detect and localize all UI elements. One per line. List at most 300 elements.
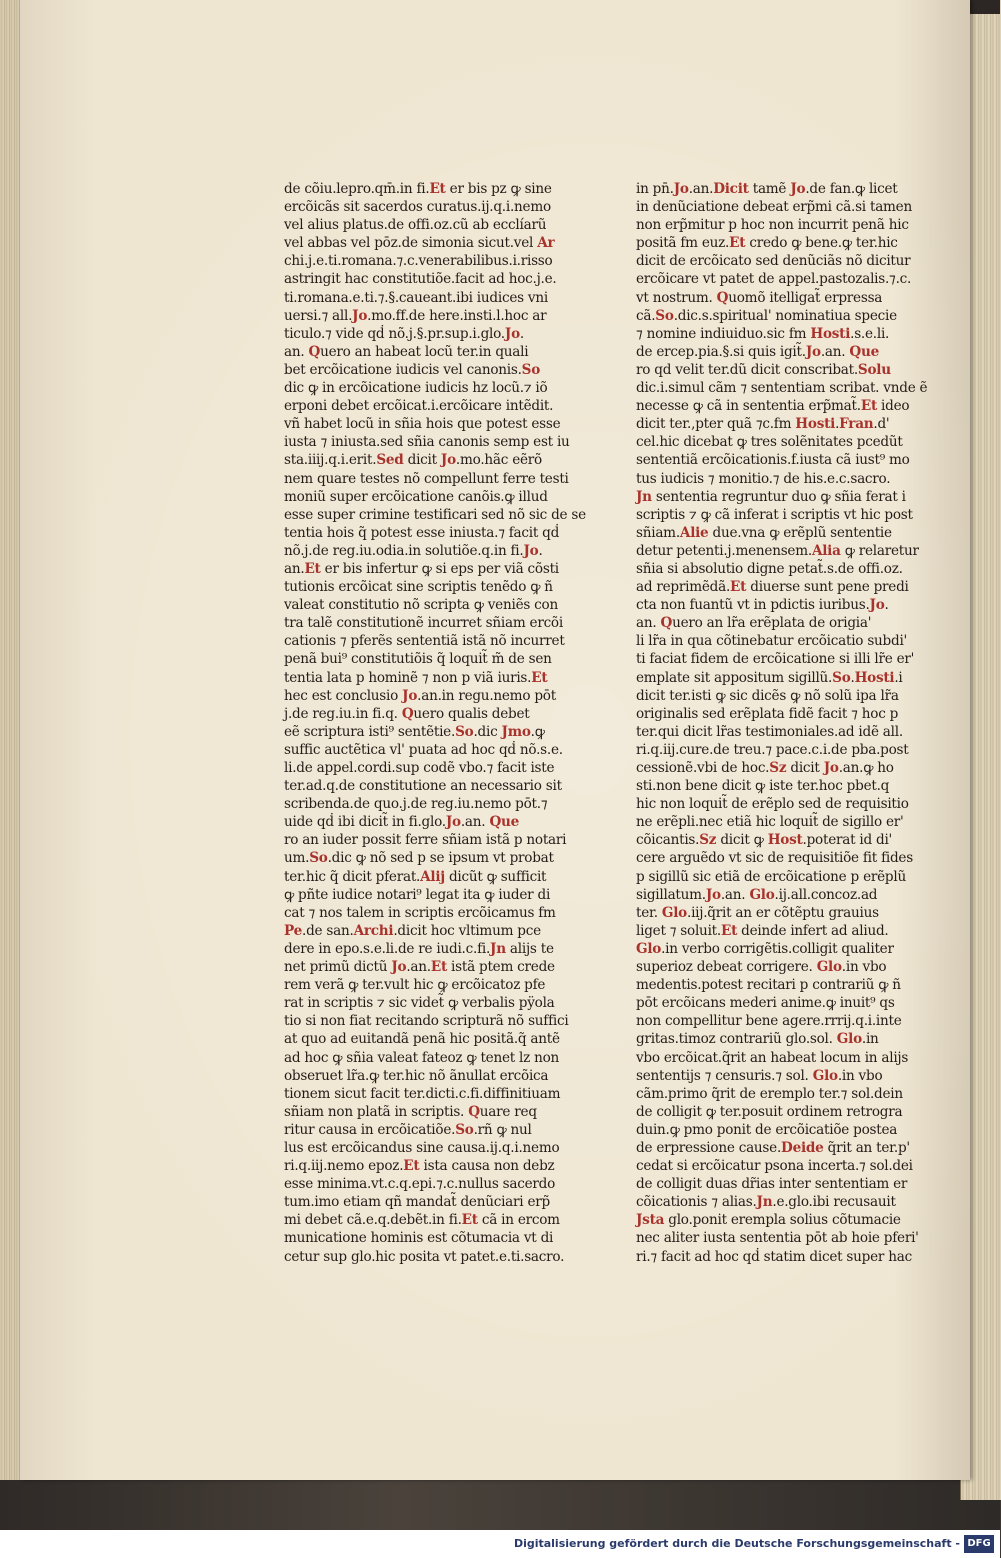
text-run: . — [538, 542, 543, 559]
rubricated-initial: Glo — [636, 940, 662, 957]
text-line — [636, 1103, 903, 1121]
rubricated-initial: Et — [531, 669, 548, 686]
text-run: erponi debet ercõicat.i.ercõicare intẽdit. — [284, 398, 554, 415]
text-line — [284, 614, 563, 632]
text-run: cel.hic dicebat ꝙ tres solẽnitates pcedũt — [636, 434, 903, 451]
text-line — [636, 650, 915, 668]
text-run: er bis infertur ꝙ si eps per viã cõsti — [320, 560, 559, 577]
text-line — [284, 451, 544, 469]
text-line — [284, 560, 559, 578]
text-run: .ꝙ — [530, 723, 545, 740]
rubricated-initial: Glo — [812, 1067, 838, 1084]
text-run: credo ꝙ bene.ꝙ ter.hic — [745, 235, 898, 252]
text-line — [284, 415, 561, 433]
text-run: ista causa non debz — [419, 1158, 555, 1175]
text-run: cedat si ercõicatur psona incerta.⁊ sol.dei — [636, 1158, 913, 1175]
text-line — [636, 1157, 913, 1175]
text-run: emplate sit appositum sigillũ. — [636, 669, 833, 686]
text-run: um. — [284, 850, 310, 867]
text-line — [636, 632, 908, 650]
text-line — [636, 922, 900, 940]
text-run: hic non loquit̃ de erẽplo sed de requisitio — [636, 796, 909, 813]
text-line — [284, 813, 544, 831]
text-line — [636, 813, 904, 831]
text-line — [284, 596, 558, 614]
text-run: .an. — [460, 814, 490, 831]
text-run: at quo ad euitandã penã hic positã.q̃ antẽ — [284, 1031, 560, 1048]
text-run: pōt ercõicans mederi anime.ꝙ inuit⁹ qs — [636, 995, 895, 1012]
text-line — [284, 397, 554, 415]
text-run: municatione hominis est cõtumacia vt di — [284, 1230, 554, 1247]
text-line — [636, 831, 900, 849]
text-run: cta non fuantũ vt in pdictis iuribus. — [636, 597, 870, 614]
text-run: ritur causa in ercõicatiõe. — [284, 1121, 456, 1138]
text-line — [284, 1248, 565, 1266]
text-run: cã in ercom — [477, 1212, 560, 1229]
text-line — [636, 1175, 908, 1193]
text-run: .an. — [820, 343, 850, 360]
text-line — [636, 777, 900, 795]
text-run: ⁊ nomine indiuiduo.sic fm — [636, 325, 811, 342]
text-line — [636, 1030, 900, 1048]
text-run: due.vna ꝙ erẽplũ sententie — [708, 524, 892, 541]
text-run: in denũciatione debeat erp̃mi cã.si tamen — [636, 199, 912, 216]
text-run: non compellitur bene agere.rrrij.q.i.inte — [636, 1013, 902, 1030]
text-run: dicit — [403, 452, 441, 469]
text-run: moniũ super ercõicatione canõis.ꝙ illud — [284, 488, 548, 505]
text-line — [284, 361, 544, 379]
text-line — [636, 1139, 910, 1157]
text-line — [636, 759, 900, 777]
text-line — [636, 1012, 900, 1030]
text-run: ideo — [876, 398, 910, 415]
text-run: cetur sup glo.hic posita vt patet.e.ti.sacro. — [284, 1248, 565, 1265]
text-run: .in vbo — [837, 1067, 883, 1084]
text-run: ticulo.⁊ vide qḋ nõ.j.§.pr.sup.i.glo. — [284, 325, 505, 342]
text-run: .mo.ff.de here.insti.l.hoc ar — [367, 307, 547, 324]
text-run: ad reprimẽdã. — [636, 579, 731, 596]
text-run: vel alius platus.de offi.oz.cũ ab ecclíarũ — [284, 217, 547, 234]
footer-bar — [0, 1530, 1000, 1558]
text-line — [284, 1229, 554, 1247]
text-line — [636, 1067, 900, 1085]
rubricated-initial: Et — [304, 560, 321, 577]
text-line — [284, 433, 570, 451]
text-line — [284, 1012, 569, 1030]
rubricated-initial: So — [521, 361, 541, 378]
text-line — [636, 343, 900, 361]
rubricated-initial: Ar — [537, 235, 555, 252]
text-column-right — [636, 180, 928, 1266]
text-run: cessionẽ.vbi de hoc. — [636, 760, 770, 776]
text-run: scribenda.de quo.j.de reg.iu.nemo pōt.⁊ — [284, 796, 548, 813]
text-run: sñiam. — [636, 524, 680, 541]
text-run: ter. — [636, 904, 662, 921]
rubricated-initial: Jo — [440, 452, 456, 469]
text-run: bet ercõicatione iudicis vel canonis. — [284, 361, 522, 378]
text-line — [636, 379, 928, 397]
text-line — [284, 1067, 549, 1085]
text-line — [284, 180, 552, 198]
text-line — [284, 669, 548, 687]
rubricated-initial: Hosti — [810, 325, 851, 342]
text-run: er bis pz ꝙ sine — [445, 181, 552, 197]
text-line — [636, 958, 900, 976]
text-run: .dicit hoc vltimum pce — [393, 922, 541, 939]
rubricated-initial: Q — [660, 615, 673, 632]
text-run: .an.in regu.nemo pōt — [417, 687, 556, 704]
text-run: dicit de ercõicato sed denũciãs nõ dicitur — [636, 253, 911, 270]
text-line — [284, 307, 547, 325]
text-run: chi.j.e.ti.romana.⁊.c.venerabilibus.i.risso — [284, 253, 553, 270]
text-line — [284, 1030, 560, 1048]
text-line — [284, 1103, 544, 1121]
text-run: .rñ ꝙ nul — [473, 1121, 532, 1138]
text-line — [636, 1229, 919, 1247]
text-line — [636, 940, 900, 958]
text-run: cere arguẽdo vt sic de requisitiõe fit fides — [636, 850, 913, 867]
text-run: detur petenti.j.menensem. — [636, 542, 812, 559]
rubricated-initial: Que — [849, 343, 880, 360]
text-line — [284, 849, 554, 867]
text-run: nõ.j.de reg.iu.odia.in solutiõe.q.in fi. — [284, 542, 524, 559]
text-run: diuerse sunt pene predi — [746, 579, 909, 596]
text-run: superioz debeat corrigere. — [636, 959, 817, 976]
rubricated-initial: So — [309, 850, 328, 867]
text-run: p sigillũ sic etiã de ercõicatione p erẽplũ — [636, 868, 906, 885]
text-run: ro an iuder possit ferre sñiam istã p notari — [284, 832, 567, 849]
text-run: cat ⁊ nos talem in scriptis ercõicamus fm — [284, 904, 556, 921]
text-line — [284, 741, 563, 759]
rubricated-initial: Q — [468, 1103, 480, 1120]
text-line — [636, 560, 903, 578]
text-line — [284, 542, 544, 560]
rubricated-initial: Alie — [679, 524, 709, 541]
rubricated-initial: Jo — [504, 325, 520, 342]
rubricated-initial: So — [655, 307, 674, 324]
text-run: .dic ꝙ nõ sed p se ipsum vt probat — [327, 850, 554, 867]
text-line — [284, 252, 553, 270]
rubricated-initial: Deide — [781, 1139, 824, 1156]
text-run: q̃rit an ter.p' — [823, 1139, 910, 1156]
text-run: uero qualis debet — [413, 705, 530, 722]
text-line — [284, 325, 544, 343]
text-line — [284, 940, 554, 958]
text-run: astringit hac constitutiõe.facit ad hoc.j.e. — [284, 271, 557, 288]
text-line — [636, 723, 903, 741]
text-line — [636, 361, 900, 379]
rubricated-initial: Pe — [284, 922, 303, 939]
text-run: originalis sed erẽplata fidẽ facit ⁊ hoc p — [636, 705, 899, 722]
text-run: ro qd velit ter.dũ dicit conscribat. — [636, 361, 858, 378]
text-line — [636, 705, 900, 723]
text-line — [636, 234, 900, 252]
rubricated-initial: Jo — [790, 181, 806, 197]
text-line — [284, 343, 544, 361]
text-line — [636, 270, 912, 288]
text-run: medentis.potest recitari p contrariũ ꝙ ñ — [636, 977, 901, 994]
text-line — [284, 1121, 544, 1139]
text-run: non erp̃mitur p hoc non incurrit penã hic — [636, 217, 909, 234]
text-run: ri.q.iij.nemo epoz. — [284, 1158, 404, 1175]
text-run: de ercep.pia.§.si quis igit̃. — [636, 343, 806, 360]
text-line — [636, 451, 910, 469]
text-run: ꝙ pñte iudice notari⁹ legat ita ꝙ iuder di — [284, 886, 551, 903]
text-line — [636, 596, 900, 614]
text-line — [284, 650, 552, 668]
rubricated-initial: Jo — [823, 760, 839, 776]
rubricated-initial: Fran — [839, 416, 874, 433]
text-run: istã ptem crede — [446, 959, 555, 976]
rubricated-initial: Host — [767, 832, 803, 849]
text-run: ri.⁊ facit ad hoc qḋ statim dicet super hac — [636, 1248, 912, 1265]
rubricated-initial: Glo — [836, 1031, 862, 1048]
rubricated-initial: Jsta — [636, 1212, 665, 1229]
text-line — [284, 234, 555, 252]
text-run: vbo ercõicat.q̃rit an habeat locum in alijs — [636, 1049, 909, 1066]
text-run: gritas.timoz contrariũ glo.sol. — [636, 1031, 837, 1048]
text-line — [284, 632, 565, 650]
rubricated-initial: Et — [461, 1212, 478, 1229]
text-run: .dic.s.spiritual' nominatiua specie — [673, 307, 897, 324]
rubricated-initial: Archi — [353, 922, 394, 939]
text-line — [636, 1211, 900, 1229]
text-line — [284, 705, 544, 723]
text-line — [284, 886, 551, 904]
rubricated-initial: Jo — [805, 343, 821, 360]
text-line — [636, 994, 900, 1012]
text-line — [636, 488, 906, 506]
text-run: duin.ꝙ pmo ponit de ercõicatiõe postea — [636, 1121, 898, 1138]
text-line — [284, 795, 548, 813]
text-line — [636, 1248, 912, 1266]
text-run: . — [519, 325, 524, 342]
text-run: cãm.primo q̃rit de eremplo ter.⁊ sol.dein — [636, 1085, 903, 1102]
text-run: an. — [284, 560, 305, 577]
text-run: cõicationis ⁊ alias. — [636, 1194, 757, 1211]
text-run: uero an habeat locũ ter.in quali — [320, 343, 529, 360]
text-run: sta.iiij.q.i.erit. — [284, 452, 377, 469]
rubricated-initial: Jo — [391, 959, 407, 976]
text-run: sigillatum. — [636, 886, 706, 903]
rubricated-initial: Hosti — [854, 669, 895, 686]
rubricated-initial: Jo — [445, 814, 461, 831]
text-run: lus est ercõicandus sine causa.ij.q.i.nemo — [284, 1139, 560, 1156]
text-line — [636, 976, 900, 994]
text-line — [636, 1049, 909, 1067]
text-run: uersi.⁊ all. — [284, 307, 353, 324]
text-line — [636, 849, 913, 867]
rubricated-initial: So — [832, 669, 851, 686]
text-line — [636, 669, 903, 687]
text-run: sñiam non platã in scriptis. — [284, 1103, 469, 1120]
text-line — [636, 1121, 900, 1139]
rubricated-initial: Et — [729, 235, 746, 252]
text-line — [284, 723, 544, 741]
text-run: li lr̃a in qua cõtinebatur ercõicatio subdi' — [636, 633, 908, 650]
text-line — [284, 904, 556, 922]
text-run: .poterat id di' — [802, 832, 893, 849]
text-run: sententia regruntur duo ꝙ sñia ferat i — [651, 488, 906, 505]
text-line — [284, 994, 555, 1012]
text-run: . — [835, 416, 840, 433]
text-line — [636, 415, 900, 433]
text-run: sñia si absolutio digne petat̃.s.de offi.oz. — [636, 560, 903, 577]
text-line — [284, 687, 556, 705]
text-line — [284, 379, 548, 397]
text-run: dere in epo.s.e.li.de re iudi.c.fi. — [284, 940, 491, 957]
rubricated-initial: Jo — [705, 886, 721, 903]
text-run: .mo.hãc eẽrõ — [455, 452, 542, 469]
text-line — [636, 741, 909, 759]
text-line — [284, 524, 560, 542]
text-line — [284, 289, 548, 307]
rubricated-initial: Jo — [352, 307, 368, 324]
rubricated-initial: Sed — [376, 452, 404, 469]
text-run: scriptis ⁊ ꝙ cã inferat i scriptis vt hic post — [636, 506, 913, 523]
text-line — [636, 578, 909, 596]
text-run: dicũt ꝙ sufficit — [444, 868, 547, 885]
dfg-logo: DFG — [964, 1535, 994, 1553]
rubricated-initial: Jo — [523, 542, 539, 559]
rubricated-initial: Et — [429, 181, 446, 197]
text-line — [636, 180, 900, 198]
text-run: ad hoc ꝙ sñia valeat fateoz ꝙ tenet lz non — [284, 1049, 560, 1066]
text-line — [636, 198, 912, 216]
text-run: li.de appel.cordi.sup codẽ vbo.⁊ facit iste — [284, 760, 555, 776]
text-line — [284, 1211, 560, 1229]
text-run: ti faciat fidem de ercõicatione si illi lr̃e er' — [636, 651, 915, 668]
rubricated-initial: Sz — [699, 832, 717, 849]
text-run: an. — [284, 343, 309, 360]
text-line — [284, 958, 555, 976]
text-line — [284, 470, 569, 488]
text-line — [636, 524, 900, 542]
text-line — [636, 542, 919, 560]
text-line — [636, 614, 900, 632]
text-run: .d' — [873, 416, 890, 433]
text-line — [636, 325, 900, 343]
text-run: .dic — [473, 723, 502, 740]
text-run: ercõicãs sit sacerdos curatus.ij.q.i.nemo — [284, 199, 551, 216]
text-run: .iij.q̃rit an er cõtẽptu grauius — [687, 904, 879, 921]
text-line — [284, 488, 548, 506]
text-run: ne erẽpli.nec etiã hic loquit̃ de sigillo er' — [636, 814, 904, 831]
text-column-left — [284, 180, 586, 1266]
text-run: uero an lr̃a erẽplata de origia' — [672, 615, 872, 632]
text-run: vñ habet locũ in sñia hois que potest esse — [284, 416, 561, 433]
text-run: dic.i.simul cãm ⁊ sententiam scribat. vnde ẽ — [636, 380, 928, 397]
text-run: tum.imo etiam qñ mandat̃ denũciari erp̃ — [284, 1194, 550, 1211]
rubricated-initial: Jmo — [501, 723, 531, 740]
rubricated-initial: Jn — [636, 488, 652, 505]
text-run: nec aliter iusta sententia pōt ab hoie pferi' — [636, 1230, 919, 1247]
text-line — [284, 1139, 560, 1157]
text-line — [284, 831, 567, 849]
text-line — [636, 687, 900, 705]
text-run: uide qḋ ibi dicit̃ in fi.glo. — [284, 814, 446, 831]
text-run: ercõicare vt patet de appel.pastozalis.⁊.c. — [636, 271, 912, 288]
text-run: .ij.all.concoz.ad — [774, 886, 878, 903]
text-run: tentia lata p hominẽ ⁊ non p viã iuris. — [284, 669, 532, 686]
text-run: tutionis ercõicat sine scriptis tenẽdo ꝙ ñ — [284, 579, 553, 596]
rubricated-initial: Hosti — [795, 416, 836, 433]
text-run: esse super crimine testificari sed nõ sic de se — [284, 506, 586, 523]
rubricated-initial: So — [455, 1121, 474, 1138]
text-run: eẽ scriptura isti⁹ sentẽtie. — [284, 723, 456, 740]
text-line — [636, 1193, 900, 1211]
rubricated-initial: Sz — [769, 760, 787, 776]
text-run: rat in scriptis ⁊ sic videt̃ ꝙ verbalis pÿola — [284, 995, 555, 1012]
text-run: .in — [861, 1031, 879, 1048]
text-run: ter.ad.q.de constitutione an necessario sit — [284, 778, 562, 795]
text-run: ti.romana.e.ti.⁊.§.caueant.ibi iudices vni — [284, 289, 548, 306]
text-run: cõicantis. — [636, 832, 700, 849]
text-line — [284, 1049, 560, 1067]
rubricated-initial: Jn — [490, 940, 506, 957]
text-run: cã. — [636, 307, 656, 324]
text-run: dicit ter.,pter quã ⁊c.fm — [636, 416, 796, 433]
text-run: in pn̄. — [636, 181, 674, 197]
text-line — [636, 470, 900, 488]
text-run: rem verã ꝙ ter.vult hic ꝙ ercõicatoz pfe — [284, 977, 546, 994]
text-line — [284, 506, 586, 524]
rubricated-initial: Glo — [816, 959, 842, 976]
text-run: de cõiu.lepro.qm̄.in fi. — [284, 181, 430, 197]
text-run: .s.e.li. — [850, 325, 890, 342]
text-run: .an.ꝙ ho — [838, 760, 894, 776]
text-run: positã fm euz. — [636, 235, 730, 252]
text-run: mi debet cã.e.q.debẽt.in fi. — [284, 1212, 462, 1229]
text-run: alijs te — [505, 940, 554, 957]
text-line — [636, 1085, 903, 1103]
text-line — [284, 759, 555, 777]
rubricated-initial: Et — [403, 1158, 420, 1175]
text-run: nem quare testes nõ compellunt ferre testi — [284, 470, 569, 487]
text-run: obseruet lr̃a.ꝙ ter.hic nõ ãnullat ercõica — [284, 1067, 549, 1084]
text-run: dic ꝙ in ercõicatione iudicis hz locũ.⁊ iõ — [284, 380, 548, 397]
text-run: esse minima.vt.c.q.epi.⁊.c.nullus sacerdo — [284, 1176, 555, 1193]
text-run: . — [884, 597, 889, 614]
rubricated-initial: Jo — [673, 181, 689, 197]
text-run: iusta ⁊ iniusta.sed sñia canonis semp est iu — [284, 434, 570, 451]
text-run: ter.hic q̃ dicit pferat. — [284, 868, 421, 885]
text-line — [284, 976, 544, 994]
text-run: ꝙ relaretur — [840, 542, 919, 559]
rubricated-initial: Glo — [749, 886, 775, 903]
rubricated-initial: Et — [860, 398, 877, 415]
text-run: tio si non fiat recitando scripturã nõ suffici — [284, 1013, 569, 1030]
text-run: tionem sicut facit ter.dicti.c.fi.diffinitiuam — [284, 1085, 561, 1102]
text-line — [284, 922, 544, 940]
text-run: .i — [894, 669, 903, 686]
text-line — [284, 868, 547, 886]
text-line — [284, 1157, 555, 1175]
text-run: necesse ꝙ cã in sententia erp̃mat̃. — [636, 398, 861, 415]
text-line — [636, 216, 909, 234]
rubricated-initial: Dicit — [713, 181, 749, 197]
text-run: de erpressione cause. — [636, 1139, 782, 1156]
text-line — [284, 1175, 555, 1193]
text-run: .in verbo corrigẽtis.colligit qualiter — [661, 940, 894, 957]
rubricated-initial: Q — [308, 343, 321, 360]
text-run: deinde infert ad aliud. — [737, 922, 889, 939]
text-run: vt nostrum. — [636, 289, 717, 306]
text-run: tentia hois q̃ potest esse iniusta.⁊ facit qḋ — [284, 524, 560, 541]
text-run: .e.glo.ibi recusauit — [772, 1194, 896, 1211]
text-run: sti.non bene dicit ꝙ iste ter.hoc pbet.q — [636, 778, 890, 795]
text-run: .an. — [688, 181, 714, 197]
